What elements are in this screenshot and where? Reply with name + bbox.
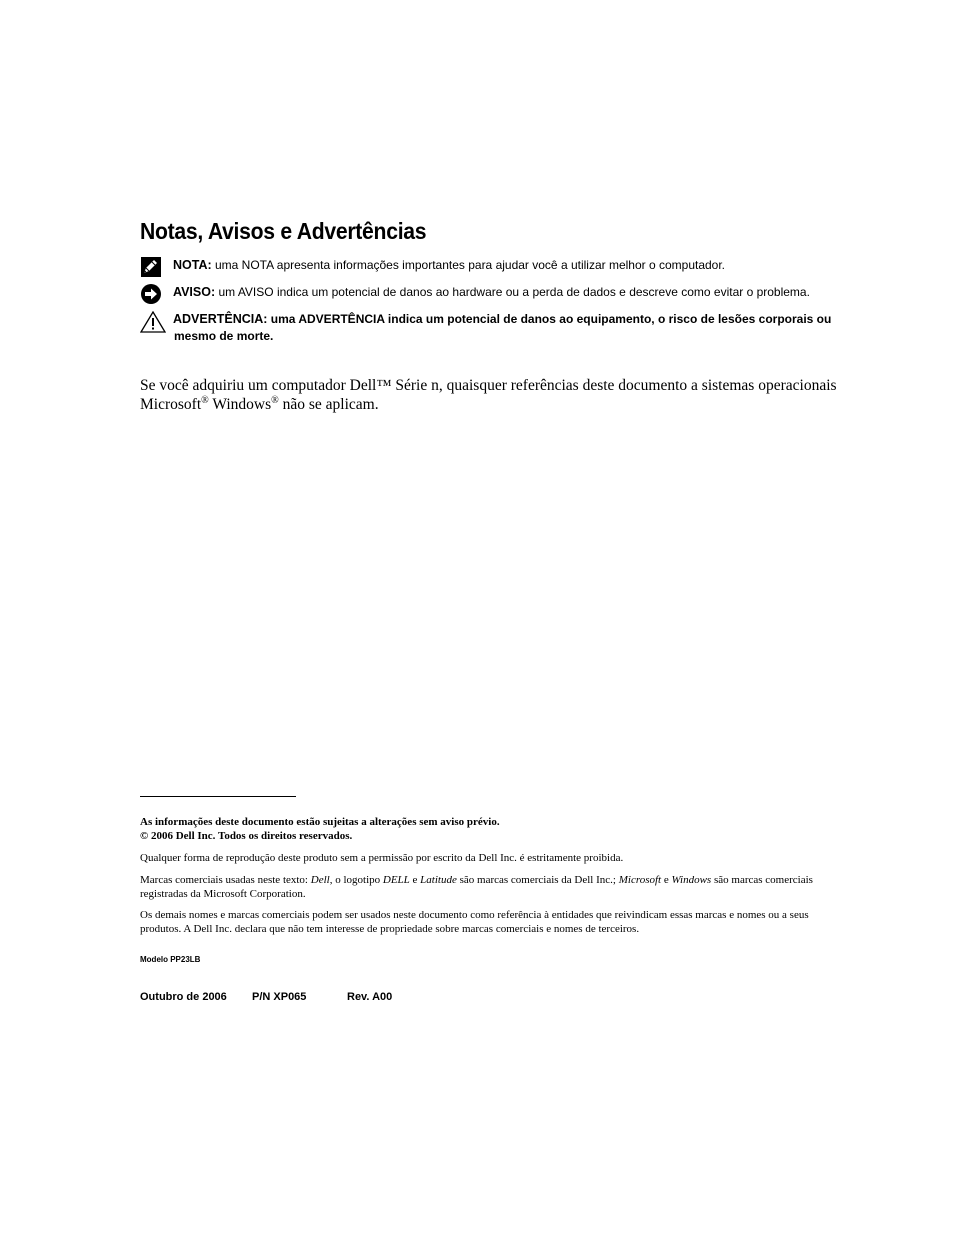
caution-notice: [140, 284, 840, 301]
legal-notice: [140, 815, 842, 843]
caution-label: AVISO:: [173, 285, 216, 299]
caution-text: um AVISO indica um potencial de danos ao hardware ou a perda de dados e descreve como evitar o problema.: [215, 285, 810, 299]
note-label: NOTA:: [173, 258, 212, 272]
trademark-microsoft: Microsoft: [618, 874, 662, 886]
note-notice: [140, 257, 840, 274]
body-text-1: Se você adquiriu um computador Dell™ Série n, quaisquer referências deste documento a sistemas operacionais Microsoft: [140, 377, 837, 413]
reproduction-notice: Qualquer forma de reprodução deste produto sem a permissão por escrito da Dell Inc. é estritamente proibida.: [140, 852, 624, 864]
circle-arrow-icon: [140, 284, 164, 304]
model-number: Modelo PP23LB: [140, 955, 201, 964]
registered-mark: ®: [201, 394, 209, 406]
publication-date: Outubro de 2006: [140, 991, 227, 1003]
trademarks-notice: Marcas comerciais usadas neste texto: Dell, o logotipo DELL e Latitude são marcas comerciais da Dell Inc.; Microsoft e Windows são marcas comerciais registradas da Microsoft Corporation.: [140, 874, 813, 900]
warning-text-continued: mesmo de morte.: [174, 329, 274, 343]
page-title: Notas, Avisos e Advertências: [140, 218, 427, 244]
body-text-3: não se aplicam.: [278, 396, 379, 413]
copyright-text: © 2006 Dell Inc. Todos os direitos reservados.: [140, 830, 353, 842]
warning-text: uma ADVERTÊNCIA indica um potencial de danos ao equipamento, o risco de lesões corporais ou: [267, 312, 832, 326]
operating-system-note: [140, 376, 842, 414]
revision: Rev. A00: [347, 991, 393, 1003]
warning-triangle-icon: [140, 311, 164, 331]
registered-mark: ®: [271, 394, 279, 406]
warning-notice: [140, 311, 840, 345]
subject-to-change-text: As informações deste documento estão sujeitas a alterações sem aviso prévio.: [140, 816, 500, 828]
trademark-windows: Windows: [671, 874, 712, 886]
third-party-marks-notice: Os demais nomes e marcas comerciais podem ser usados neste documento como referência à entidades que reivindicam essas marcas e nomes ou a seus produtos. A Dell Inc. declara que não tem interesse de propriedade sobre marcas comerciais e nomes de terceiros.: [140, 909, 809, 935]
trademark-latitude: Latitude: [420, 874, 457, 886]
pencil-note-icon: [140, 257, 164, 277]
note-text: uma NOTA apresenta informações importantes para ajudar você a utilizar melhor o computador.: [211, 258, 726, 272]
part-number: P/N XP065: [252, 991, 307, 1003]
warning-label: ADVERTÊNCIA:: [173, 312, 268, 326]
footnote-divider: [140, 796, 296, 797]
body-text-2: Windows: [208, 396, 272, 413]
trademark-dell: Dell: [310, 874, 330, 886]
trademark-dell-logo: DELL: [382, 874, 410, 886]
